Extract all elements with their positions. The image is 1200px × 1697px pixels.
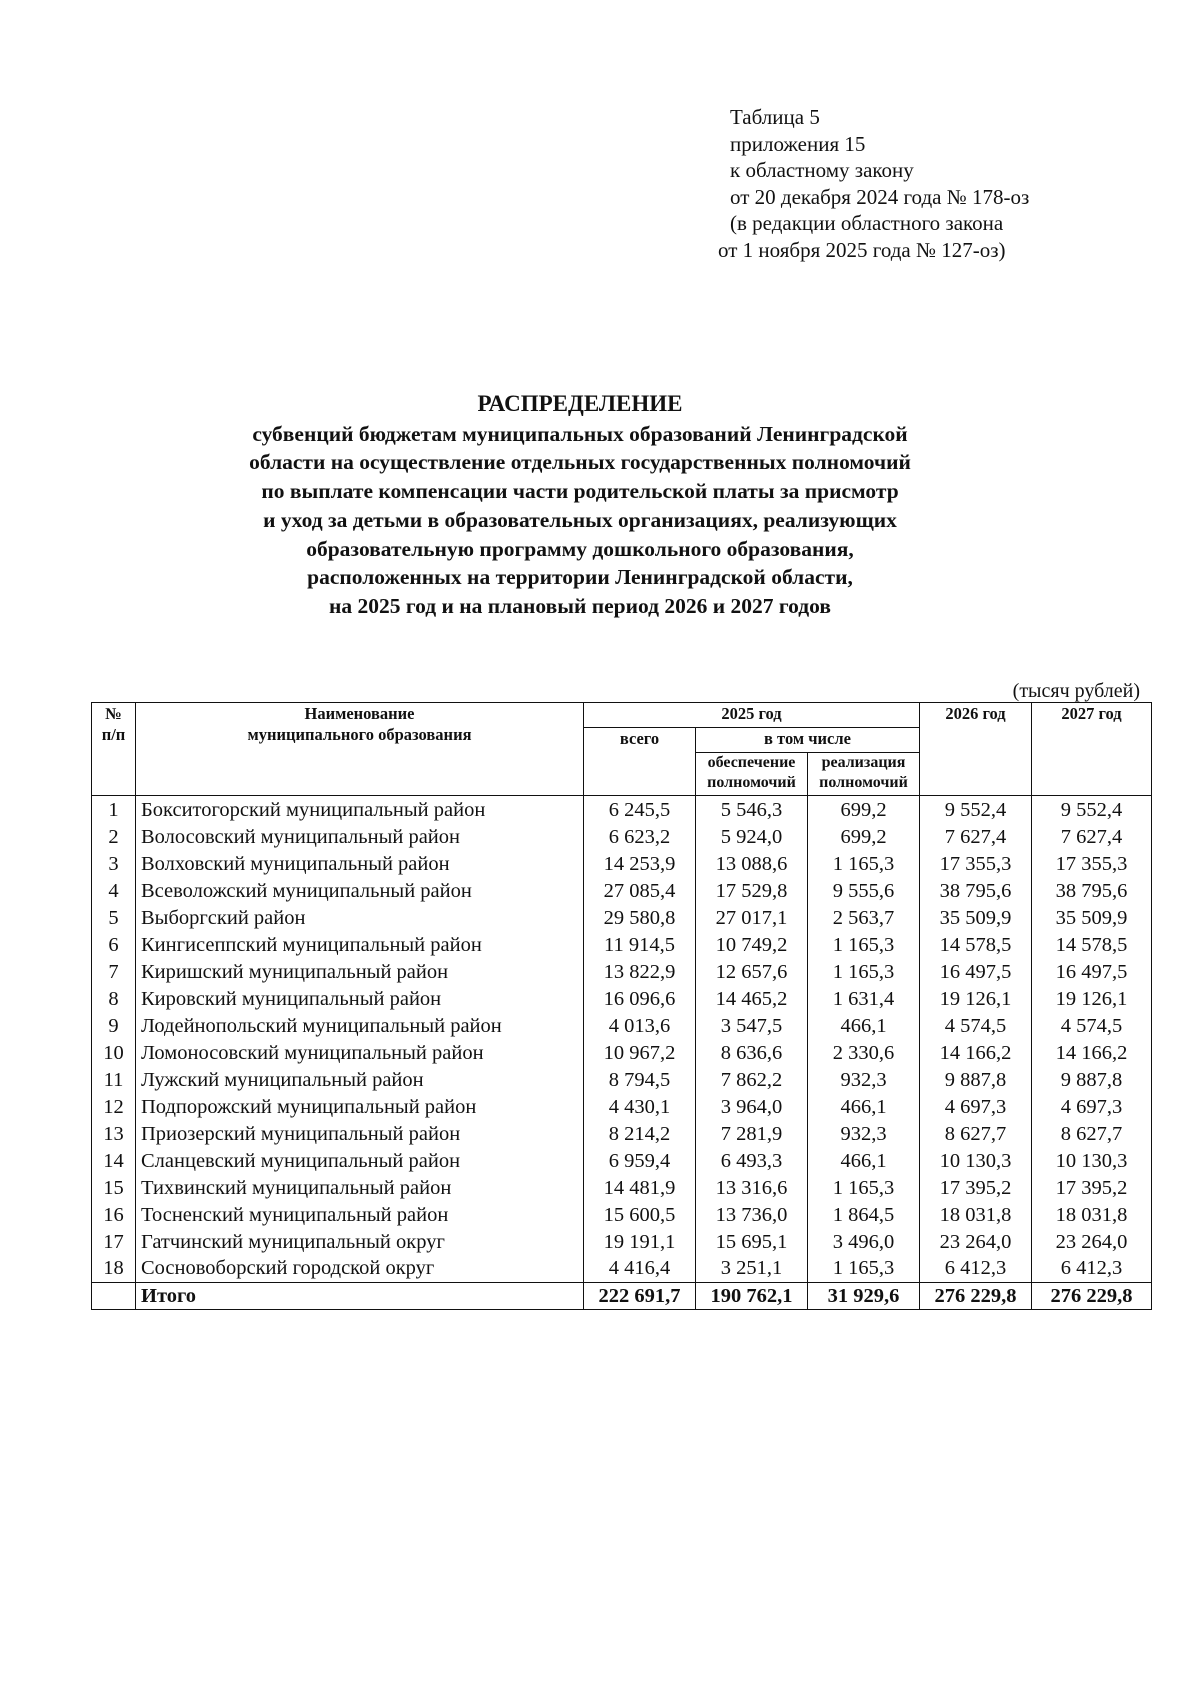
table-row [92, 985, 1152, 1012]
value-realization-2025: 466,1 [808, 1093, 920, 1120]
header-text: п/п [101, 725, 126, 744]
value-2026: 7 627,4 [920, 823, 1032, 850]
total-municipality-name: Итого [136, 1282, 584, 1309]
value-2026: 6 412,3 [920, 1255, 1032, 1282]
value-realization-2025: 1 631,4 [808, 985, 920, 1012]
municipality-name: Выборгский район [136, 904, 584, 931]
value-2026: 8 627,7 [920, 1120, 1032, 1147]
header-cell-realization [808, 753, 920, 796]
value-2027: 14 166,2 [1032, 1039, 1152, 1066]
table-row [92, 1039, 1152, 1066]
header-text: № [105, 704, 122, 723]
value-2027: 4 697,3 [1032, 1093, 1152, 1120]
municipality-name: Сосновоборский городской округ [136, 1255, 584, 1282]
municipality-name: Кингисеппский муниципальный район [136, 931, 584, 958]
value-2026: 19 126,1 [920, 985, 1032, 1012]
appendix-header [718, 104, 1130, 263]
value-2026: 16 497,5 [920, 958, 1032, 985]
total-row-number [92, 1282, 136, 1309]
row-number: 10 [92, 1039, 136, 1066]
header-line: (в редакции областного закона [730, 211, 1004, 235]
value-2026: 4 574,5 [920, 1012, 1032, 1039]
table-row [92, 823, 1152, 850]
row-number: 14 [92, 1147, 136, 1174]
value-realization-2025: 699,2 [808, 823, 920, 850]
value-total-2025: 8 214,2 [584, 1120, 696, 1147]
value-realization-2025: 466,1 [808, 1012, 920, 1039]
value-total-2025: 27 085,4 [584, 877, 696, 904]
value-realization-2025: 466,1 [808, 1147, 920, 1174]
value-provision-2025: 15 695,1 [696, 1228, 808, 1255]
title-line: и уход за детьми в образовательных организациях, реализующих [263, 507, 897, 532]
value-realization-2025: 9 555,6 [808, 877, 920, 904]
value-total-2025: 6 245,5 [584, 796, 696, 824]
value-2027: 23 264,0 [1032, 1228, 1152, 1255]
header-cell-including: в том числе [696, 728, 920, 753]
municipality-name: Подпорожский муниципальный район [136, 1093, 584, 1120]
table-row [92, 904, 1152, 931]
value-realization-2025: 932,3 [808, 1120, 920, 1147]
value-2027: 35 509,9 [1032, 904, 1152, 931]
value-2027: 6 412,3 [1032, 1255, 1152, 1282]
title-line: на 2025 год и на плановый период 2026 и 2027 годов [329, 593, 831, 618]
value-2026: 38 795,6 [920, 877, 1032, 904]
subventions-table [91, 702, 1152, 1310]
table-row [92, 850, 1152, 877]
total-value-total-2025: 222 691,7 [584, 1282, 696, 1309]
municipality-name: Всеволожский муниципальный район [136, 877, 584, 904]
row-number: 4 [92, 877, 136, 904]
table-row [92, 1255, 1152, 1282]
value-2027: 9 552,4 [1032, 796, 1152, 824]
value-realization-2025: 1 165,3 [808, 1174, 920, 1201]
value-2027: 8 627,7 [1032, 1120, 1152, 1147]
value-provision-2025: 3 964,0 [696, 1093, 808, 1120]
value-provision-2025: 8 636,6 [696, 1039, 808, 1066]
municipality-name: Лодейнопольский муниципальный район [136, 1012, 584, 1039]
municipality-name: Тосненский муниципальный район [136, 1201, 584, 1228]
header-cell-name [136, 703, 584, 796]
header-line: приложения 15 [730, 131, 866, 156]
header-cell-year-2026: 2026 год [920, 703, 1032, 796]
value-total-2025: 6 959,4 [584, 1147, 696, 1174]
header-cell-year-2027: 2027 год [1032, 703, 1152, 796]
header-cell-year-2025: 2025 год [584, 703, 920, 728]
value-total-2025: 11 914,5 [584, 931, 696, 958]
table-total-row [92, 1282, 1152, 1309]
value-2026: 17 395,2 [920, 1174, 1032, 1201]
title-line: образовательную программу дошкольного образования, [306, 536, 854, 561]
value-2027: 18 031,8 [1032, 1201, 1152, 1228]
value-provision-2025: 13 316,6 [696, 1174, 808, 1201]
value-total-2025: 14 253,9 [584, 850, 696, 877]
header-text: полномочий [819, 774, 908, 791]
row-number: 13 [92, 1120, 136, 1147]
value-2027: 38 795,6 [1032, 877, 1152, 904]
value-provision-2025: 27 017,1 [696, 904, 808, 931]
row-number: 16 [92, 1201, 136, 1228]
value-realization-2025: 2 563,7 [808, 904, 920, 931]
value-total-2025: 10 967,2 [584, 1039, 696, 1066]
value-provision-2025: 3 251,1 [696, 1255, 808, 1282]
value-2026: 9 887,8 [920, 1066, 1032, 1093]
total-value-provision-2025: 190 762,1 [696, 1282, 808, 1309]
row-number: 18 [92, 1255, 136, 1282]
row-number: 2 [92, 823, 136, 850]
value-2027: 4 574,5 [1032, 1012, 1152, 1039]
value-provision-2025: 10 749,2 [696, 931, 808, 958]
row-number: 17 [92, 1228, 136, 1255]
value-provision-2025: 13 088,6 [696, 850, 808, 877]
header-cell-provision [696, 753, 808, 796]
row-number: 9 [92, 1012, 136, 1039]
table-row [92, 958, 1152, 985]
municipality-name: Лужский муниципальный район [136, 1066, 584, 1093]
row-number: 7 [92, 958, 136, 985]
table-row [92, 1093, 1152, 1120]
row-number: 15 [92, 1174, 136, 1201]
value-2027: 17 395,2 [1032, 1174, 1152, 1201]
row-number: 3 [92, 850, 136, 877]
header-cell-total: всего [584, 728, 696, 796]
table-row [92, 1066, 1152, 1093]
value-realization-2025: 1 165,3 [808, 931, 920, 958]
value-2027: 16 497,5 [1032, 958, 1152, 985]
value-total-2025: 4 013,6 [584, 1012, 696, 1039]
value-2026: 10 130,3 [920, 1147, 1032, 1174]
value-2026: 23 264,0 [920, 1228, 1032, 1255]
value-realization-2025: 2 330,6 [808, 1039, 920, 1066]
header-text: Наименование [304, 704, 415, 723]
value-realization-2025: 3 496,0 [808, 1228, 920, 1255]
value-2026: 17 355,3 [920, 850, 1032, 877]
row-number: 11 [92, 1066, 136, 1093]
value-total-2025: 8 794,5 [584, 1066, 696, 1093]
value-realization-2025: 1 165,3 [808, 1255, 920, 1282]
total-value-realization-2025: 31 929,6 [808, 1282, 920, 1309]
value-2026: 14 578,5 [920, 931, 1032, 958]
value-total-2025: 14 481,9 [584, 1174, 696, 1201]
header-line: Таблица 5 [730, 105, 820, 129]
title-line: по выплате компенсации части родительской платы за присмотр [261, 479, 899, 504]
document-title [80, 390, 1080, 621]
header-line: от 20 декабря 2024 года № 178-оз [730, 184, 1030, 209]
row-number: 1 [92, 796, 136, 824]
value-realization-2025: 699,2 [808, 796, 920, 824]
value-2026: 14 166,2 [920, 1039, 1032, 1066]
value-provision-2025: 7 281,9 [696, 1120, 808, 1147]
table-row [92, 1201, 1152, 1228]
value-total-2025: 4 416,4 [584, 1255, 696, 1282]
value-total-2025: 19 191,1 [584, 1228, 696, 1255]
title-line: субвенций бюджетам муниципальных образований Ленинградской [252, 421, 908, 446]
header-text: реализация [821, 754, 906, 771]
value-provision-2025: 12 657,6 [696, 958, 808, 985]
unit-label: (тысяч рублей) [1012, 680, 1140, 702]
value-total-2025: 4 430,1 [584, 1093, 696, 1120]
value-2027: 19 126,1 [1032, 985, 1152, 1012]
value-realization-2025: 1 165,3 [808, 958, 920, 985]
value-realization-2025: 932,3 [808, 1066, 920, 1093]
value-2027: 7 627,4 [1032, 823, 1152, 850]
value-2026: 4 697,3 [920, 1093, 1032, 1120]
table-row [92, 877, 1152, 904]
value-total-2025: 15 600,5 [584, 1201, 696, 1228]
title-line: области на осуществление отдельных государственных полномочий [249, 450, 911, 475]
municipality-name: Кировский муниципальный район [136, 985, 584, 1012]
municipality-name: Приозерский муниципальный район [136, 1120, 584, 1147]
value-total-2025: 13 822,9 [584, 958, 696, 985]
total-value-2026: 276 229,8 [920, 1282, 1032, 1309]
municipality-name: Гатчинский муниципальный округ [136, 1228, 584, 1255]
table-row [92, 1174, 1152, 1201]
value-total-2025: 6 623,2 [584, 823, 696, 850]
value-realization-2025: 1 165,3 [808, 850, 920, 877]
total-value-2027: 276 229,8 [1032, 1282, 1152, 1309]
municipality-name: Тихвинский муниципальный район [136, 1174, 584, 1201]
value-2027: 9 887,8 [1032, 1066, 1152, 1093]
header-line: к областному закону [730, 158, 914, 182]
value-2027: 14 578,5 [1032, 931, 1152, 958]
header-text: полномочий [707, 774, 796, 791]
municipality-name: Бокситогорский муниципальный район [136, 796, 584, 824]
header-text: муниципального образования [247, 725, 472, 744]
value-provision-2025: 6 493,3 [696, 1147, 808, 1174]
value-provision-2025: 5 546,3 [696, 796, 808, 824]
header-text: обеспечение [707, 754, 796, 771]
title-line: расположенных на территории Ленинградской области, [307, 565, 853, 590]
value-realization-2025: 1 864,5 [808, 1201, 920, 1228]
value-provision-2025: 5 924,0 [696, 823, 808, 850]
value-2026: 9 552,4 [920, 796, 1032, 824]
row-number: 12 [92, 1093, 136, 1120]
value-2027: 10 130,3 [1032, 1147, 1152, 1174]
header-cell-number [92, 703, 136, 796]
value-provision-2025: 13 736,0 [696, 1201, 808, 1228]
municipality-name: Волховский муниципальный район [136, 850, 584, 877]
value-provision-2025: 7 862,2 [696, 1066, 808, 1093]
municipality-name: Сланцевский муниципальный район [136, 1147, 584, 1174]
row-number: 5 [92, 904, 136, 931]
table-row [92, 1012, 1152, 1039]
row-number: 8 [92, 985, 136, 1012]
municipality-name: Киришский муниципальный район [136, 958, 584, 985]
table-body [92, 796, 1152, 1310]
header-line: от 1 ноября 2025 года № 127-оз) [718, 237, 1006, 262]
value-provision-2025: 14 465,2 [696, 985, 808, 1012]
municipality-name: Волосовский муниципальный район [136, 823, 584, 850]
value-2026: 35 509,9 [920, 904, 1032, 931]
value-2026: 18 031,8 [920, 1201, 1032, 1228]
table-row [92, 796, 1152, 824]
value-provision-2025: 3 547,5 [696, 1012, 808, 1039]
table-row [92, 1120, 1152, 1147]
value-provision-2025: 17 529,8 [696, 877, 808, 904]
value-total-2025: 29 580,8 [584, 904, 696, 931]
table-row [92, 1228, 1152, 1255]
title-main: РАСПРЕДЕЛЕНИЕ [477, 391, 683, 416]
value-2027: 17 355,3 [1032, 850, 1152, 877]
value-total-2025: 16 096,6 [584, 985, 696, 1012]
table-row [92, 931, 1152, 958]
municipality-name: Ломоносовский муниципальный район [136, 1039, 584, 1066]
table-row [92, 1147, 1152, 1174]
row-number: 6 [92, 931, 136, 958]
